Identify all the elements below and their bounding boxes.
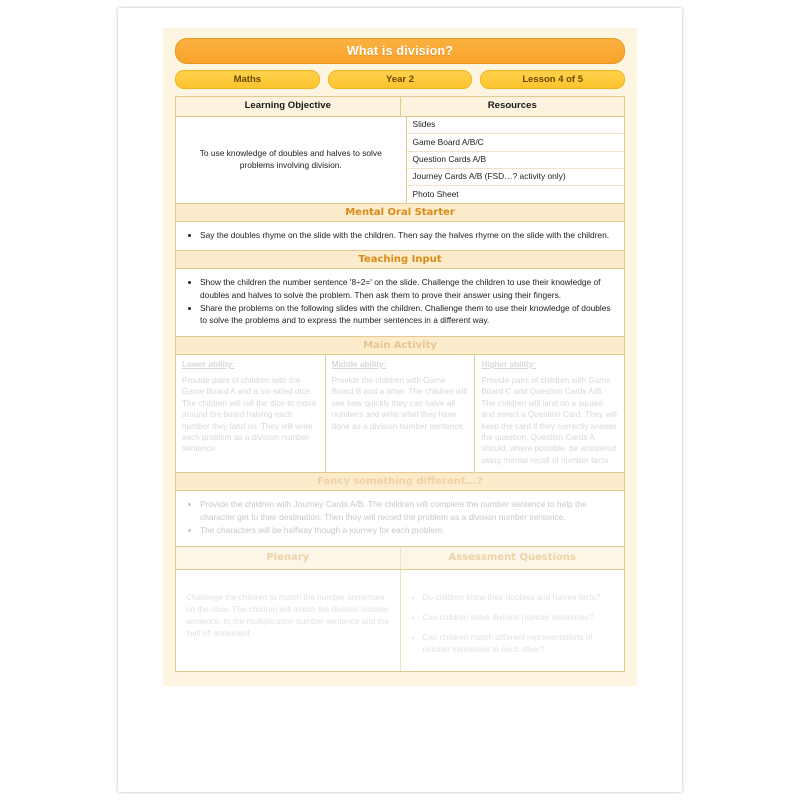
column-middle-ability — [325, 355, 475, 472]
pill-year: Year 2 — [328, 70, 473, 89]
main-activity-content — [176, 355, 624, 472]
higher-ability-label: Higher ability: — [481, 360, 536, 370]
table-header-row — [176, 97, 624, 117]
plenary-assessment-header-row — [176, 547, 624, 570]
resource-item: Game Board A/B/C — [407, 134, 625, 151]
bullet-item: • Say the doubles rhyme on the slide with the children. Then say the halves rhyme on the slide with the children. — [200, 229, 612, 241]
fancy-something-different-bullets — [182, 494, 618, 543]
resource-item: Question Cards A/B — [407, 152, 625, 169]
higher-ability-text: Provide pairs of children with Game Board C and Question Cards A/B. The children will land on a square and select a Question Card. They will keep the card if they correctly answer the question. Question Cards A should, where possible, be answered using mental recall of number facts. — [481, 375, 617, 465]
lesson-plan-document — [163, 28, 637, 686]
resource-item: Slides — [407, 117, 625, 134]
assessment-question-item: • Can children solve division number sentences? — [423, 612, 615, 624]
header-assessment-questions: Assessment Questions — [400, 547, 625, 569]
plenary-assessment-headers — [176, 547, 624, 569]
band-main-activity: Main Activity — [176, 337, 624, 355]
middle-ability-label: Middle ability: — [331, 360, 387, 370]
plenary-text: Challenge the children to match the number sentences on the slide. The children will match the division number sentence, to the multiplication number sentence and the 'half of' statement. — [186, 592, 389, 639]
lower-ability-text: Provide pairs of children with the Game Board A and a six-sided dice. The children will roll the dice to move around the board halving each number they land on. They will write each problem as a division number sentence. — [182, 375, 317, 454]
resource-item: Journey Cards A/B (FSD…? activity only) — [407, 169, 625, 186]
objective-resources-row — [176, 117, 624, 204]
lesson-table — [175, 96, 625, 672]
bullet-item: • Share the problems on the following slides with the children. Challenge them to use their knowledge of doubles to solve the problems and to express the number sentences in a different way. — [200, 302, 612, 326]
teaching-input-bullets — [182, 272, 618, 333]
fancy-something-different-content — [176, 491, 624, 546]
plenary-assessment-body — [176, 570, 624, 671]
band-fancy-something-different: Fancy something different...? — [176, 473, 624, 491]
mental-oral-starter-row — [176, 222, 624, 252]
teaching-input-content — [176, 269, 624, 336]
assessment-questions — [400, 570, 625, 671]
lower-ability-label: Lower ability: — [182, 360, 235, 370]
ability-columns — [176, 355, 624, 472]
assessment-question-item: • Do children know their doubles and halves facts? — [423, 592, 615, 604]
teaching-input-row — [176, 269, 624, 337]
mental-oral-starter-bullets — [182, 225, 618, 248]
fancy-something-different-row — [176, 491, 624, 547]
resources-list — [406, 117, 625, 203]
band-mental-oral-starter: Mental Oral Starter — [176, 204, 624, 222]
page-title: What is division? — [175, 38, 625, 64]
bullet-item: • Provide the children with Journey Cards A/B. The children will complete the number sentence to help the character get to their destination. Then they will record the problem as a division number sentence. — [200, 498, 612, 522]
column-higher-ability — [474, 355, 624, 472]
learning-objective-text: To use knowledge of doubles and halves to solve problems involving division. — [199, 148, 382, 170]
bullet-item: • The characters will be halfway though a journey for each problem. — [200, 524, 612, 536]
meta-pill-row — [175, 70, 625, 89]
mental-oral-starter-content — [176, 222, 624, 251]
header-learning-objective: Learning Objective — [176, 97, 400, 116]
assessment-question-item: • Can children match different representations of number sentences to each other? — [423, 632, 615, 657]
header-resources: Resources — [400, 97, 625, 116]
main-activity-row — [176, 355, 624, 473]
bullet-item: • Show the children the number sentence '8÷2=' on the slide. Challenge the children to use their knowledge of doubles and halves to solve the problem. Then ask them to prove their answer using their fingers. — [200, 276, 612, 300]
resource-item: Photo Sheet — [412, 188, 459, 199]
band-teaching-input: Teaching Input — [176, 251, 624, 269]
plenary-assessment-body-row — [176, 570, 624, 672]
pill-subject: Maths — [175, 70, 320, 89]
column-lower-ability — [176, 355, 325, 472]
pill-lesson: Lesson 4 of 5 — [480, 70, 625, 89]
header-plenary: Plenary — [176, 547, 400, 569]
middle-ability-text: Provide the children with Game Board B and a timer. The children will see how quickly they can halve all numbers and write what they have done as a division number sentence. — [331, 375, 468, 431]
